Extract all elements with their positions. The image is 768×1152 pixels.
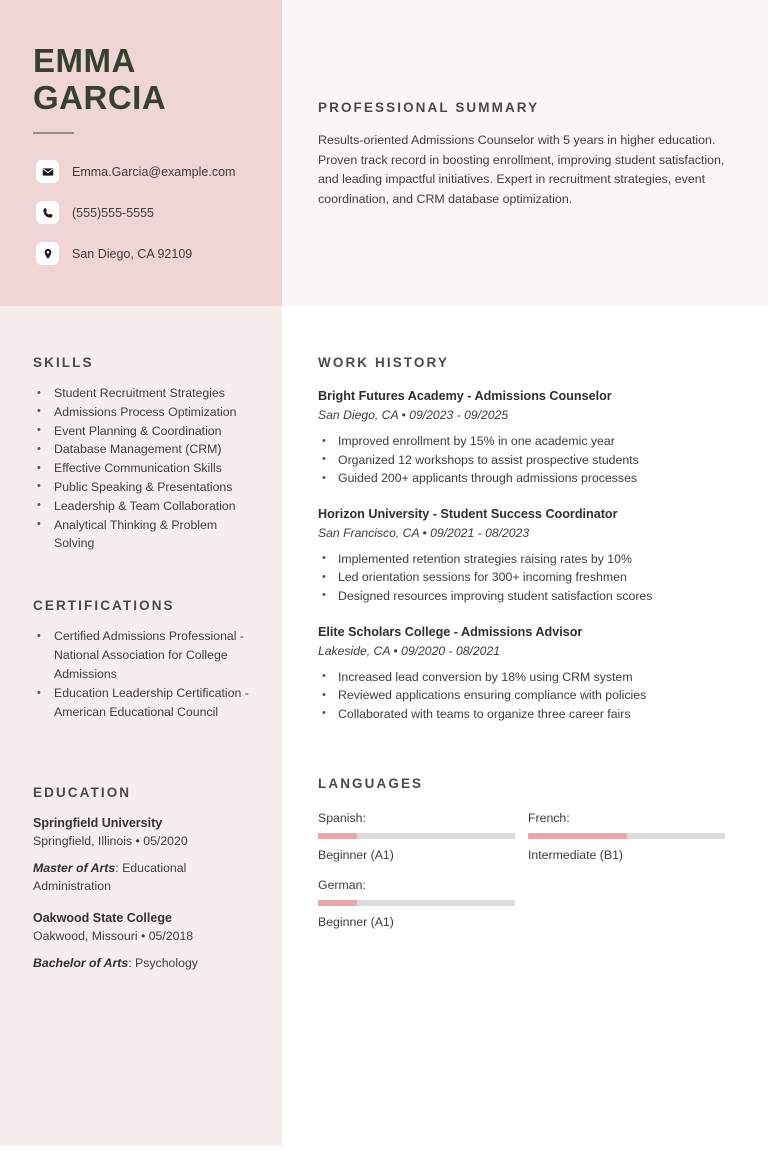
first-name: EMMA [33, 42, 136, 79]
education-degree [33, 859, 255, 895]
list-item: • Reviewed applications ensuring compliance with policies [318, 686, 738, 705]
education-school: Springfield University [33, 816, 163, 830]
left-column [0, 0, 282, 1152]
skills-list [33, 384, 255, 553]
education-degree-name: Bachelor of Arts [33, 956, 129, 970]
section-skills [33, 355, 255, 553]
education-degree-name: Master of Arts [33, 861, 116, 875]
list-item: • Certified Admissions Professional - National Association for College Admissions [33, 627, 255, 683]
list-item: • Organized 12 workshops to assist prospective students [318, 451, 738, 470]
job-title: Bright Futures Academy - Admissions Counselor [318, 389, 612, 403]
right-column [282, 0, 768, 1152]
education-degree [33, 954, 255, 972]
contact-item-email[interactable] [36, 160, 276, 183]
job-meta: San Francisco, CA • 09/2021 - 08/2023 [318, 525, 530, 540]
page-bottom-margin [0, 1146, 768, 1152]
job-title: Horizon University - Student Success Coordinator [318, 506, 618, 521]
job-bullet-list [318, 550, 738, 606]
work-history-heading: WORK HISTORY [318, 355, 449, 370]
skills-heading: SKILLS [33, 355, 94, 370]
language-item [318, 876, 518, 931]
contact-item-phone[interactable] [36, 201, 276, 224]
list-item: • Led orientation sessions for 300+ incoming freshmen [318, 568, 738, 587]
language-item [318, 809, 518, 864]
language-proficiency-track [318, 833, 515, 839]
education-meta: Oakwood, Missouri • 05/2018 [33, 929, 194, 943]
language-level: Beginner (A1) [318, 848, 394, 862]
language-item [528, 809, 728, 864]
list-item: • Increased lead conversion by 18% using CRM system [318, 668, 738, 687]
job-meta: San Diego, CA • 09/2023 - 09/2025 [318, 408, 509, 422]
education-entry [33, 815, 255, 895]
list-item: • Implemented retention strategies raising rates by 10% [318, 550, 738, 569]
phone-text: (555)555-5555 [72, 205, 155, 220]
list-item: • Database Management (CRM) [33, 440, 255, 459]
job-bullet-list [318, 668, 738, 724]
certifications-heading: CERTIFICATIONS [33, 598, 175, 613]
section-education [33, 785, 255, 972]
name-divider [33, 132, 74, 134]
email-text: Emma.Garcia@example.com [72, 164, 236, 179]
section-professional-summary [318, 100, 738, 209]
education-heading: EDUCATION [33, 785, 132, 800]
contact-item-location[interactable] [36, 242, 276, 265]
language-proficiency-fill [318, 900, 357, 906]
job-title: Elite Scholars College - Admissions Advisor [318, 624, 583, 639]
work-history-entry [318, 387, 738, 488]
list-item: • Improved enrollment by 15% in one academic year [318, 432, 738, 451]
language-proficiency-fill [318, 833, 357, 839]
summary-heading: PROFESSIONAL SUMMARY [318, 100, 540, 115]
job-bullet-list [318, 432, 738, 488]
work-history-entry [318, 505, 738, 606]
summary-body: Results-oriented Admissions Counselor with 5 years in higher education. Proven track record in boosting enrollment, improving student satisfaction, and leading impactful initiatives. Expert in recruitment strategies, event coordination, and CRM database optimization. [318, 133, 725, 206]
education-school: Oakwood State College [33, 911, 172, 925]
language-name: French: [528, 811, 570, 825]
section-languages [318, 776, 738, 943]
list-item: • Collaborated with teams to organize three career fairs [318, 705, 738, 724]
envelope-icon [36, 160, 59, 183]
list-item: • Student Recruitment Strategies [33, 384, 255, 403]
list-item: • Education Leadership Certification - American Educational Council [33, 684, 255, 722]
education-meta: Springfield, Illinois • 05/2020 [33, 834, 188, 848]
languages-heading: LANGUAGES [318, 776, 424, 791]
list-item: • Designed resources improving student satisfaction scores [318, 587, 738, 606]
location-pin-icon [36, 242, 59, 265]
language-level: Intermediate (B1) [528, 848, 624, 862]
section-certifications [33, 598, 255, 723]
list-item: • Event Planning & Coordination [33, 422, 255, 441]
name-block [33, 42, 263, 134]
list-item: • Leadership & Team Collaboration [33, 497, 255, 516]
contact-list [36, 160, 276, 283]
list-item: • Analytical Thinking & Problem Solving [33, 516, 255, 554]
education-degree-field: : Psychology [128, 956, 198, 970]
language-proficiency-track [528, 833, 725, 839]
phone-icon [36, 201, 59, 224]
language-level: Beginner (A1) [318, 915, 394, 929]
education-entry [33, 910, 255, 972]
language-name: Spanish: [318, 811, 366, 825]
language-proficiency-track [318, 900, 515, 906]
last-name: GARCIA [33, 79, 167, 116]
language-name: German: [318, 878, 366, 892]
education-degree-field: : Educational Administration [33, 861, 187, 893]
languages-grid [318, 809, 738, 943]
section-work-history [318, 355, 738, 723]
certifications-list [33, 627, 255, 722]
list-item: • Guided 200+ applicants through admissions processes [318, 469, 738, 488]
list-item: • Public Speaking & Presentations [33, 478, 255, 497]
list-item: • Effective Communication Skills [33, 459, 255, 478]
job-meta: Lakeside, CA • 09/2020 - 08/2021 [318, 643, 501, 658]
list-item: • Admissions Process Optimization [33, 403, 255, 422]
work-history-entry [318, 623, 738, 724]
language-proficiency-fill [528, 833, 627, 839]
location-text: San Diego, CA 92109 [72, 246, 193, 261]
